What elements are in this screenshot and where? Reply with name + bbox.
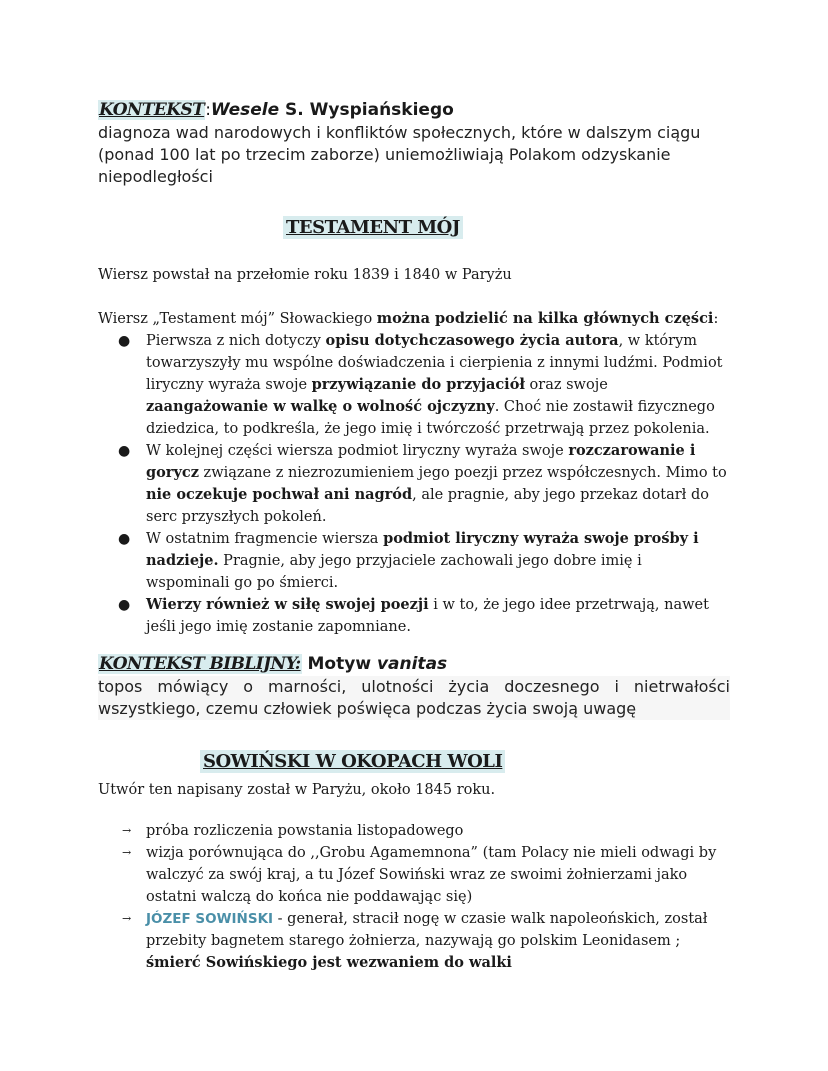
- context-tag: KONTEKST BIBLIJNY:: [99, 654, 301, 674]
- testament-parts-list: [98, 330, 728, 638]
- context-title-italic: Wesele: [210, 100, 280, 120]
- list-item: ● Pierwsza z nich dotyczy opisu dotychczasowego życia autora, w którym towarzyszyły mu wspólne doświadczenia i cierpienia z innymi ludźmi. Podmiot liryczny wyraża swoje przywiązanie do przyjaciół oraz swoje zaangażowanie w walkę o wolność ojczyzny. Choć nie zostawił fizycznego dziedzica, to podkreśla, że jego imię i twórczość przetrwają przez pokolenia.: [118, 332, 723, 437]
- context-body: topos mówiący o marności, ulotności życia doczesnego i nietrwałości wszystkiego, czemu człowiek poświęca podczas życia swoją uwagę: [98, 677, 730, 718]
- context-heading: [98, 98, 738, 122]
- list-item: → próba rozliczenia powstania listopadowego: [98, 820, 728, 842]
- context-biblical: [98, 652, 730, 720]
- list-item: ● Wierzy również w siłę swojej poezji i w to, że jego idee przetrwają, nawet jeśli jego imię zostanie zapomniane.: [118, 596, 709, 635]
- arrow-icon: →: [122, 824, 132, 837]
- testament-lead: Wiersz „Testament mój” Słowackiego można podzielić na kilka głównych części:: [98, 310, 719, 327]
- bullet-icon: ●: [118, 597, 131, 613]
- person-name: JÓZEF SOWIŃSKI: [146, 911, 274, 927]
- section-heading-sowinski: SOWIŃSKI W OKOPACH WOLI: [200, 750, 505, 773]
- testament-intro: Wiersz powstał na przełomie roku 1839 i 1840 w Paryżu: [98, 267, 512, 283]
- list-item: ● W kolejnej części wiersza podmiot liryczny wyraża swoje rozczarowanie i gorycz związane z niezrozumieniem jego poezji przez współczesnych. Mimo to nie oczekuje pochwał ani nagród, ale pragnie, aby jego przekaz dotarł do serc przyszłych pokoleń.: [118, 442, 727, 525]
- arrow-icon: →: [122, 846, 132, 859]
- context-tag: KONTEKST: [99, 100, 205, 120]
- bullet-icon: ●: [118, 443, 131, 459]
- list-item: → wizja porównująca do ,,Grobu Agamemnona” (tam Polacy nie mieli odwagi by walczyć za swój kraj, a tu Józef Sowiński wraz ze swoimi żołnierzami jako ostatni walczą do końca nie poddawając się): [98, 842, 728, 908]
- list-item: → JÓZEF SOWIŃSKI - generał, stracił nogę w czasie walk napoleońskich, został przebity bagnetem starego żołnierza, nazywają go polskim Leonidasem ; śmierć Sowińskiego jest wezwaniem do walki: [98, 908, 728, 974]
- bullet-icon: ●: [118, 531, 131, 547]
- context-heading: KONTEKST BIBLIJNY: Motyw vanitas: [99, 654, 448, 674]
- list-item: ● W ostatnim fragmencie wiersza podmiot liryczny wyraża swoje prośby i nadzieje. Pragnie, aby jego przyjaciele zachowali jego dobre imię i wspominali go po śmierci.: [118, 530, 699, 591]
- arrow-icon: →: [122, 912, 132, 925]
- context-title-rest: S. Wyspiańskiego: [279, 100, 454, 120]
- context-body: diagnoza wad narodowych i konfliktów społecznych, które w dalszym ciągu (ponad 100 lat po trzecim zaborze) uniemożliwiają Polakom odzyskanie niepodległości: [98, 123, 701, 186]
- context-colon: :: [205, 100, 211, 120]
- sowinski-list: [98, 820, 728, 974]
- bullet-icon: ●: [118, 333, 131, 349]
- sowinski-intro: Utwór ten napisany został w Paryżu, około 1845 roku.: [98, 782, 496, 798]
- section-heading-testament: TESTAMENT MÓJ: [283, 216, 463, 239]
- context-wesele: [98, 98, 738, 188]
